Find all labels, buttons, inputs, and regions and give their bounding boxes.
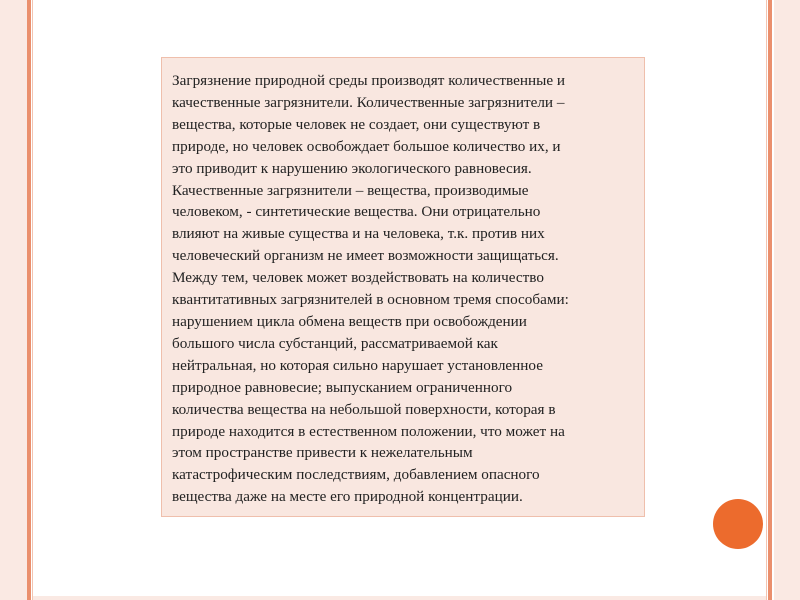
body-text-line: это приводит к нарушению экологического равновесия. [172,159,532,177]
body-text-line: природе находится в естественном положении, что может на [172,422,565,440]
left-frame-band [0,0,27,600]
body-text-line: Загрязнение природной среды производят количественные и [172,72,565,89]
body-text-line: природное равновесие; выпусканием ограниченного [172,378,513,396]
body-text-line: Между тем, человек может воздействовать на количество [172,269,544,287]
body-text-line: качественные загрязнители. Количественные загрязнители – [172,93,565,111]
body-text-line: этом пространстве привести к нежелательным [172,444,473,462]
decorative-circle [713,499,763,549]
right-frame-thin-line [766,0,767,600]
body-text-line: человеком, - синтетические вещества. Они отрицательно [172,203,541,221]
body-text-line: количества вещества на небольшой поверхности, которая в [172,400,556,418]
body-text-line: катастрофическим последствиям, добавлением опасного [172,466,540,484]
body-text-line: вещества, которые человек не создает, они существуют в [172,115,541,133]
body-text-line: человеческий организм не имеет возможности защищаться. [172,247,559,265]
body-text-line: Качественные загрязнители – вещества, производимые [172,181,529,199]
bottom-frame-band [33,596,766,600]
right-frame-line [768,0,772,600]
left-frame-line [27,0,31,600]
body-text-line: квантитативных загрязнителей в основном тремя способами: [172,291,569,309]
body-text-line: природе, но человек освобождает большое количество их, и [172,137,561,155]
body-text-box [161,57,645,517]
right-frame-band [774,0,800,600]
left-frame-thin-line [32,0,33,600]
body-text-line: нейтральная, но которая сильно нарушает установленное [172,356,543,374]
body-text-line: нарушением цикла обмена веществ при освобождении [172,312,527,330]
body-text-line: вещества даже на месте его природной концентрации. [172,488,523,506]
body-text-line: большого числа субстанций, рассматриваемой как [172,334,498,352]
body-text-line: влияют на живые существа и на человека, т.к. против них [172,225,545,243]
